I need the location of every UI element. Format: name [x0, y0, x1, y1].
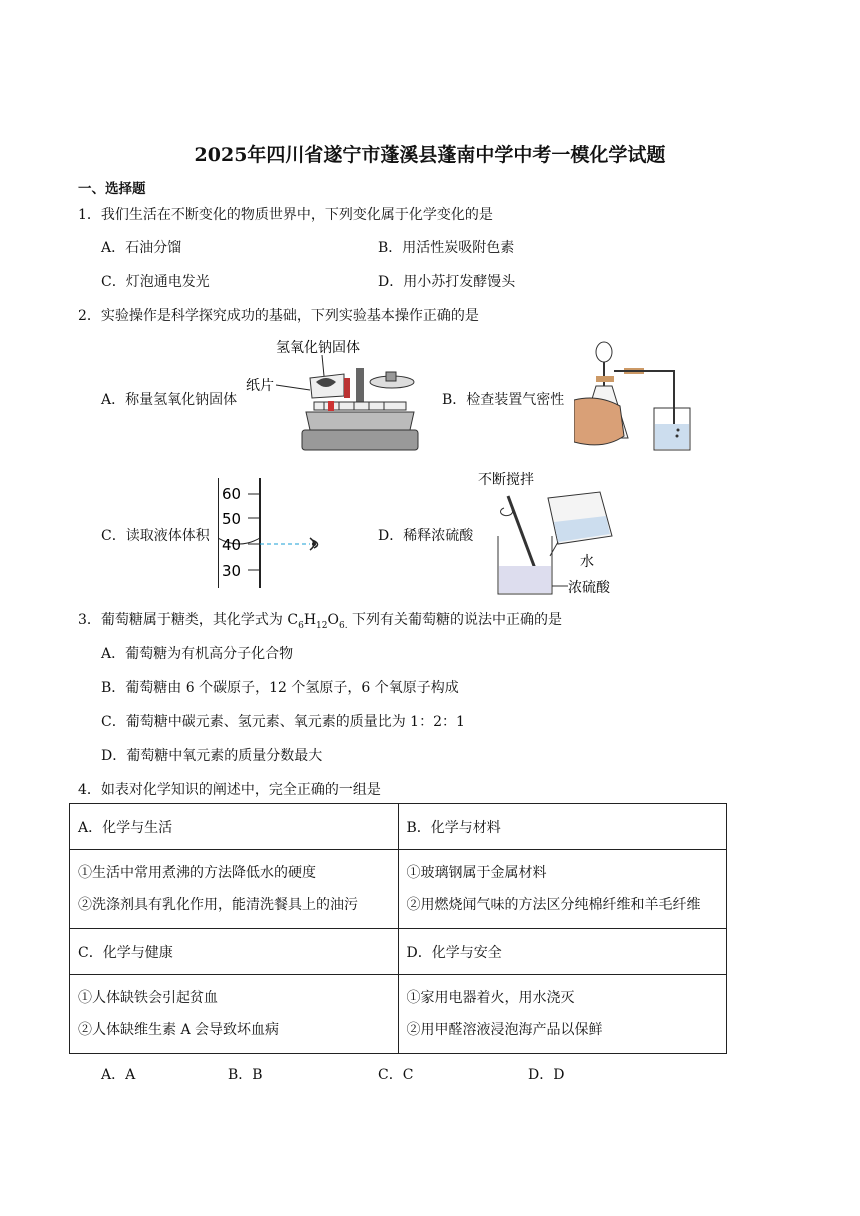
q2-option-a: A．称量氢氧化钠固体	[101, 392, 238, 408]
table-cell: ①生活中常用煮沸的方法降低水的硬度 ②洗涤剂具有乳化作用，能清洗餐具上的油污	[70, 850, 399, 929]
tick-label: 30	[222, 562, 242, 580]
table-cell: ①家用电器着火，用水浇灭 ②用甲醛溶液浸泡海产品以保鲜	[398, 975, 727, 1054]
q1-option-d: D．用小苏打发酵馒头	[378, 274, 516, 290]
q2-option-c: C．读取液体体积	[101, 528, 210, 544]
section-heading: 一、选择题	[78, 181, 146, 197]
tick-label: 40	[222, 536, 242, 554]
q3-option-b: B．葡萄糖由 6 个碳原子，12 个氢原子，6 个氧原子构成	[101, 680, 459, 696]
table-cell: ①玻璃钢属于金属材料 ②用燃烧闻气味的方法区分纯棉纤维和羊毛纤维	[398, 850, 727, 929]
dilution-figure	[470, 470, 620, 598]
cylinder-figure	[218, 476, 336, 592]
acid-label: 浓硫酸	[568, 580, 610, 596]
water-label: 水	[580, 554, 594, 570]
table-cell: C．化学与健康	[70, 929, 399, 975]
question-1-stem: 1．我们生活在不断变化的物质世界中，下列变化属于化学变化的是	[78, 207, 493, 223]
q4-option-d: D．D	[528, 1067, 565, 1083]
table-cell: ①人体缺铁会引起贫血 ②人体缺维生素 A 会导致坏血病	[70, 975, 399, 1054]
paper-label: 纸片	[246, 378, 274, 394]
tick-label: 50	[222, 510, 242, 528]
stir-label: 不断搅拌	[478, 472, 534, 488]
question-4-stem: 4．如表对化学知识的阐述中，完全正确的一组是	[78, 782, 381, 798]
knowledge-table	[69, 803, 727, 1054]
q3-option-d: D．葡萄糖中氧元素的质量分数最大	[101, 748, 323, 764]
q1-option-a: A．石油分馏	[101, 240, 182, 256]
page-title: 2025年四川省遂宁市蓬溪县蓬南中学中考一模化学试题	[194, 144, 666, 166]
naoh-label: 氢氧化钠固体	[276, 340, 360, 356]
table-cell: A．化学与生活	[70, 804, 399, 850]
balance-figure	[244, 338, 424, 456]
q4-option-a: A．A	[101, 1067, 136, 1083]
q1-option-c: C．灯泡通电发光	[101, 274, 210, 290]
airtightness-figure	[574, 338, 714, 456]
q4-option-c: C．C	[378, 1067, 414, 1083]
q2-option-d: D．稀释浓硫酸	[378, 528, 474, 544]
tick-label: 60	[222, 485, 242, 503]
question-3-stem: 3．葡萄糖属于糖类，其化学式为 $C_6H_{12}O_{6.}$ 下列有关葡萄糖的说法中正确的是	[78, 612, 563, 631]
question-2-stem: 2．实验操作是科学探究成功的基础，下列实验基本操作正确的是	[78, 308, 479, 324]
q3-option-a: A．葡萄糖为有机高分子化合物	[101, 646, 294, 662]
q1-option-b: B．用活性炭吸附色素	[378, 240, 515, 256]
table-cell: B．化学与材料	[398, 804, 727, 850]
q2-option-b: B．检查装置气密性	[442, 392, 565, 408]
table-cell: D．化学与安全	[398, 929, 727, 975]
q3-option-c: C．葡萄糖中碳元素、氢元素、氧元素的质量比为 1：2：1	[101, 714, 465, 730]
q4-option-b: B．B	[228, 1067, 263, 1083]
